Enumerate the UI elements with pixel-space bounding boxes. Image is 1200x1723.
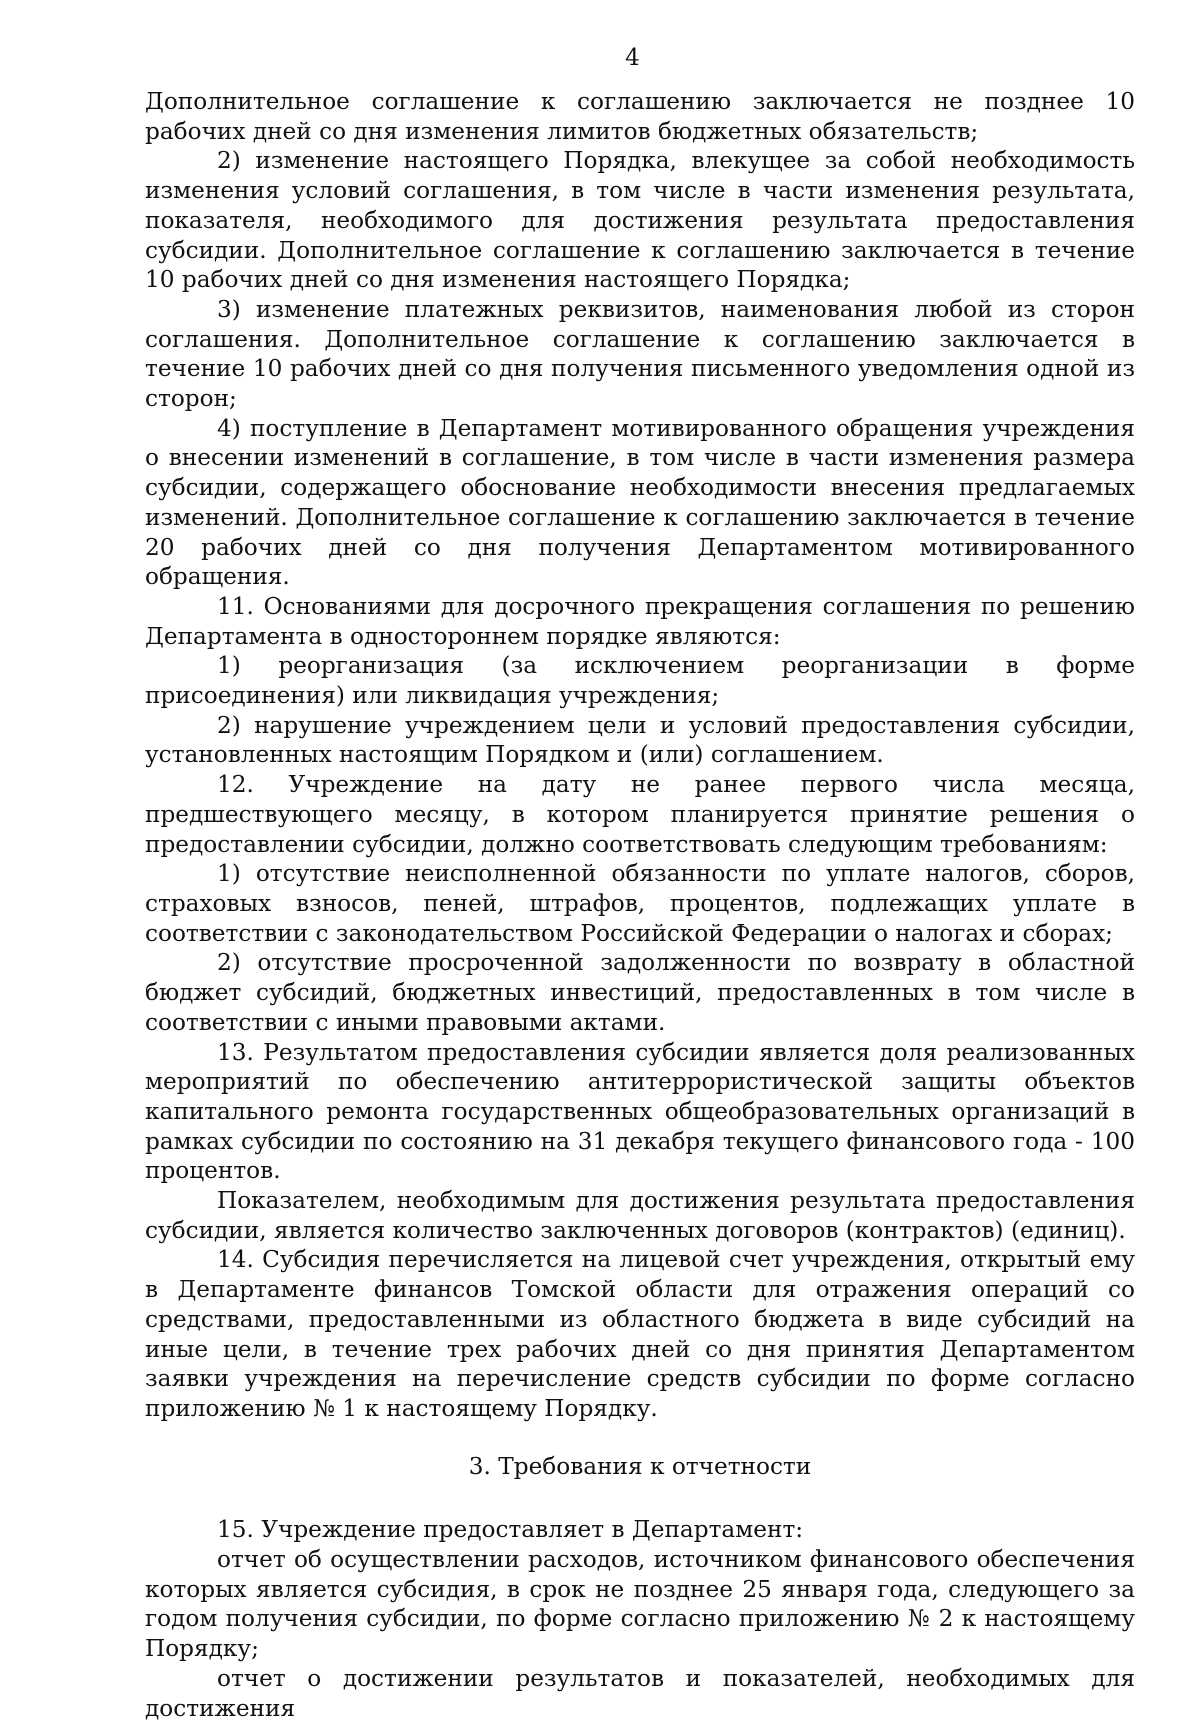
document-body <box>145 87 1135 1723</box>
paragraph: 13. Результатом предоставления субсидии является доля реализованных мероприятий по обеспечению антитеррористической защиты объектов капитального ремонта государственных общеобразовательных организаций в рамках субсидии по состоянию на 31 декабря текущего финансового года - 100 процентов. <box>145 1038 1135 1185</box>
paragraph: 14. Субсидия перечисляется на лицевой счет учреждения, открытый ему в Департаменте финансов Томской области для отражения операций со средствами, предоставленными из областного бюджета в виде субсидий на иные цели, в течение трех рабочих дней со дня принятия Департаментом заявки учреждения на перечисление средств субсидии по форме согласно приложению № 1 к настоящему Порядку. <box>145 1246 1135 1422</box>
paragraph: Показателем, необходимым для достижения результата предоставления субсидии, является количество заключенных договоров (контрактов) (единиц). <box>145 1187 1135 1244</box>
paragraph: 3) изменение платежных реквизитов, наименования любой из сторон соглашения. Дополнительное соглашение к соглашению заключается в течение 10 рабочих дней со дня получения письменного уведомления одной из сторон; <box>145 295 1135 413</box>
page-number: 4 <box>625 45 640 71</box>
paragraph: 15. Учреждение предоставляет в Департамент: <box>217 1516 804 1544</box>
paragraph: 2) изменение настоящего Порядка, влекущее за собой необходимость изменения условий соглашения, в том числе в части изменения результата, показателя, необходимого для достижения результата предоставления субсидии. Дополнительное соглашение к соглашению заключается в течение 10 рабочих дней со дня изменения настоящего Порядка; <box>145 147 1135 294</box>
paragraph: 1) отсутствие неисполненной обязанности по уплате налогов, сборов, страховых взносов, пеней, штрафов, процентов, подлежащих уплате в соответствии с законодательством Российской Федерации о налогах и сборах; <box>145 860 1135 947</box>
paragraph: отчет о достижении результатов и показателей, необходимых для достижения <box>145 1664 1135 1722</box>
paragraph: 4) поступление в Департамент мотивированного обращения учреждения о внесении изменений в соглашение, в том числе в части изменения размера субсидии, содержащего обоснование необходимости внесения предлагаемых изменений. Дополнительное соглашение к соглашению заключается в течение 20 рабочих дней со дня получения Департаментом мотивированного обращения. <box>145 414 1135 591</box>
section-heading: 3. Требования к отчетности <box>468 1452 812 1480</box>
paragraph: Дополнительное соглашение к соглашению заключается не позднее 10 рабочих дней со дня изменения лимитов бюджетных обязательств; <box>145 88 1135 145</box>
paragraph: 12. Учреждение на дату не ранее первого числа месяца, предшествующего месяцу, в котором планируется принятие решения о предоставлении субсидии, должно соответствовать следующим требованиям: <box>145 771 1135 858</box>
paragraph: 2) нарушение учреждением цели и условий предоставления субсидии, установленных настоящим Порядком и (или) соглашением. <box>145 711 1135 769</box>
paragraph: 2) отсутствие просроченной задолженности по возврату в областной бюджет субсидий, бюджетных инвестиций, предоставленных в том числе в соответствии с иными правовыми актами. <box>145 949 1135 1036</box>
paragraph: 1) реорганизация (за исключением реорганизации в форме присоединения) или ликвидация учреждения; <box>145 652 1135 710</box>
paragraph: отчет об осуществлении расходов, источником финансового обеспечения которых является субсидия, в срок не позднее 25 января года, следующего за годом получения субсидии, по форме согласно приложению № 2 к настоящему Порядку; <box>145 1546 1135 1663</box>
paragraph: 11. Основаниями для досрочного прекращения соглашения по решению Департамента в одностороннем порядке являются: <box>145 592 1135 650</box>
